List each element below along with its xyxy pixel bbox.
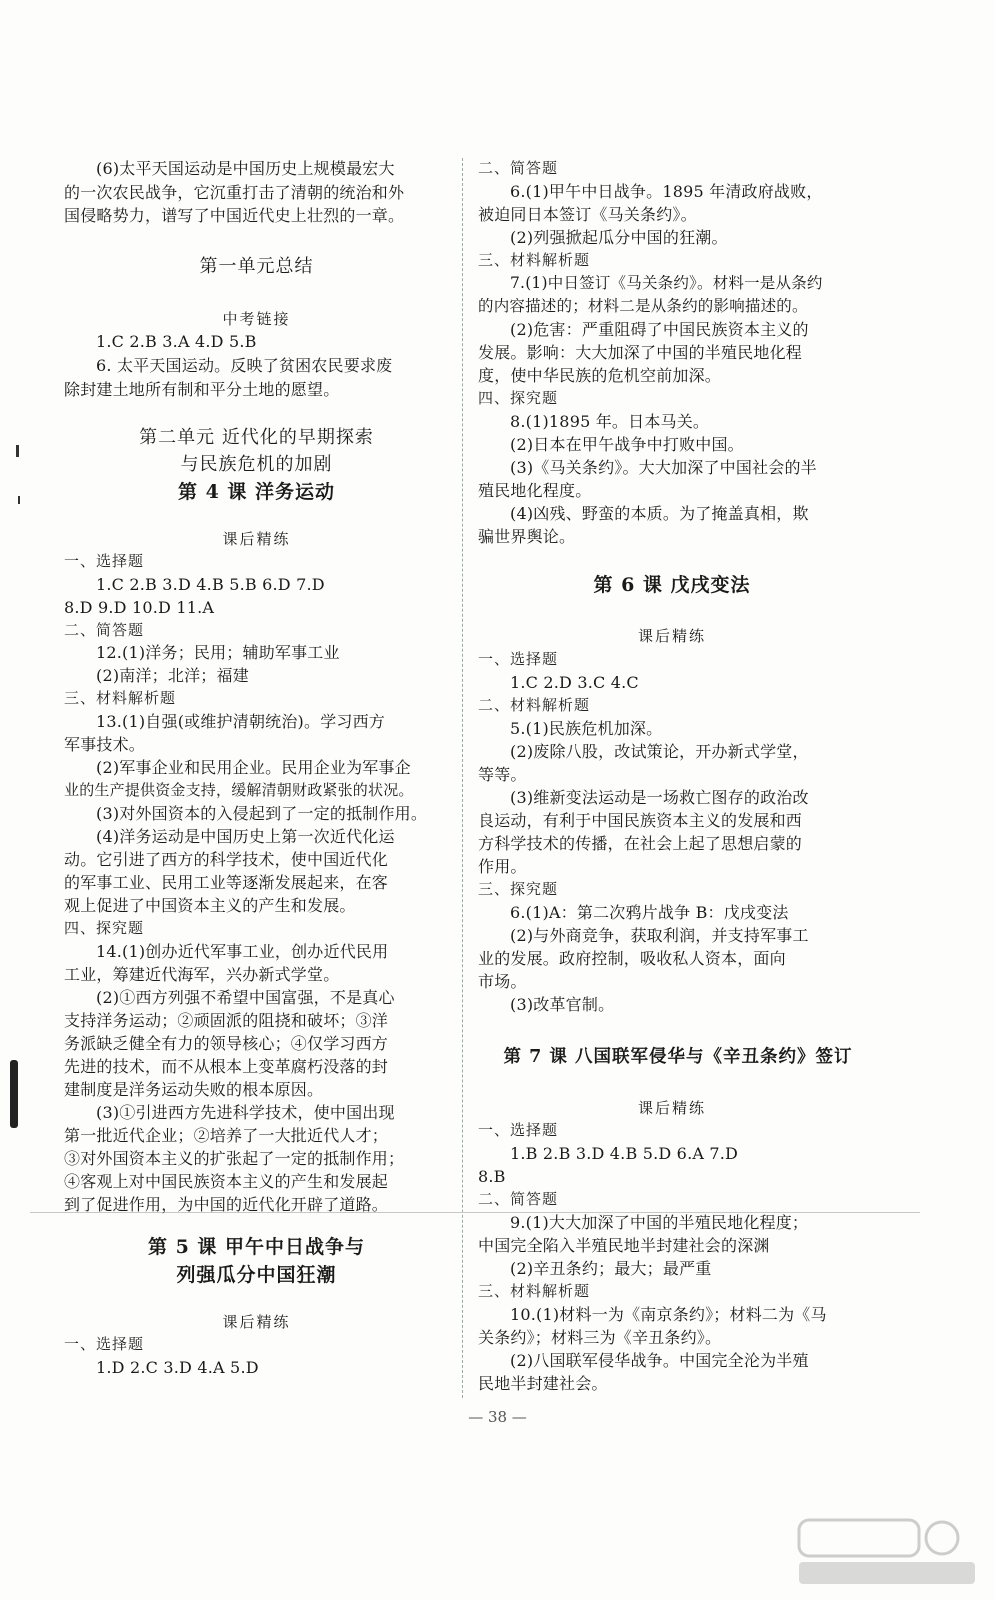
answer-line: 的一次农民战争，它沉重打击了清朝的统治和外: [64, 183, 405, 202]
answer-line: 方科学技术的传播，在社会上起了思想启蒙的: [478, 834, 803, 853]
scan-speck: [16, 445, 19, 457]
answer-line: 关条约》；材料三为《辛丑条约》。: [478, 1328, 722, 1347]
answer-line: (4)凶残、野蛮的本质。为了掩盖真相，欺: [510, 504, 809, 523]
answer-line: 骗世界舆论。: [478, 527, 576, 546]
answer-line: 8.D 9.D 10.D 11.A: [64, 598, 215, 617]
answer-line: 9.(1)大大加深了中国的半殖民地化程度；: [510, 1213, 809, 1232]
section-label: 一、选择题: [64, 552, 145, 570]
scan-speck: [18, 496, 20, 504]
answer-line: 10.(1)材料一为《南京条约》；材料二为《马: [510, 1305, 827, 1324]
section-label: 二、简答题: [478, 159, 559, 177]
section-label: 一、选择题: [478, 650, 559, 668]
answer-line: 良运动，有利于中国民族资本主义的发展和西: [478, 811, 803, 830]
answer-line: 1.C 2.B 3.A 4.D 5.B: [96, 332, 257, 351]
answer-line: 12.(1)洋务；民用；辅助军事工业: [96, 643, 340, 662]
answer-line: 1.C 2.B 3.D 4.B 5.B 6.D 7.D: [96, 575, 325, 594]
practice-heading: 课后精练: [637, 1099, 706, 1117]
section-label: 三、材料解析题: [478, 251, 591, 269]
lesson-heading: 第 6 课 戊戌变法: [593, 574, 751, 596]
answer-line: 支持洋务运动；②顽固派的阻挠和破坏；③洋: [64, 1011, 389, 1030]
answer-line: (2)辛丑条约；最大；最严重: [510, 1259, 712, 1278]
answer-line: 7.(1)中日签订《马关条约》。材料一是从条约: [510, 274, 823, 292]
answer-line: (3)对外国资本的入侵起到了一定的抵制作用。: [96, 804, 428, 823]
answer-line: 13.(1)自强(或维护清朝统治)。学习西方: [96, 712, 385, 731]
section-label: 三、材料解析题: [478, 1282, 591, 1300]
lesson-heading: 第 5 课 甲午中日战争与: [147, 1236, 366, 1258]
answer-line: 8.B: [478, 1167, 506, 1186]
lesson-heading: 列强瓜分中国狂潮: [176, 1264, 337, 1286]
answer-line: 市场。: [478, 972, 527, 991]
answer-line: ③对外国资本主义的扩张起了一定的抵制作用；: [64, 1149, 405, 1168]
page-number: — 38 —: [468, 1408, 527, 1426]
answer-line: 国侵略势力，谱写了中国近代史上壮烈的一章。: [64, 206, 405, 225]
answer-line: 1.C 2.D 3.C 4.C: [510, 673, 639, 692]
answer-line: (3)改革官制。: [510, 995, 615, 1014]
answer-line: (4)洋务运动是中国历史上第一次近代化运: [96, 827, 395, 846]
answer-line: (2)废除八股，改试策论，开办新式学堂，: [510, 742, 809, 761]
answer-line: 业的生产提供资金支持，缓解清朝财政紧张的状况。: [64, 781, 414, 799]
answer-line: (2)日本在甲午战争中打败中国。: [510, 435, 744, 454]
answer-line: 的内容描述的；材料二是从条约的影响描述的。: [478, 297, 808, 315]
section-label: 四、探究题: [64, 919, 145, 937]
section-label: 二、材料解析题: [478, 696, 591, 714]
section-label: 一、选择题: [64, 1335, 145, 1353]
answer-line: 务派缺乏健全有力的领导核心；④仅学习西方: [64, 1034, 389, 1053]
answer-line: (2)与外商竞争，获取利润，并支持军事工: [510, 926, 809, 945]
answer-line: 发展。影响：大大加深了中国的半殖民地化程: [478, 343, 803, 362]
watermark-logo: [797, 1518, 977, 1588]
answer-line: (2)八国联军侵华战争。中国完全沦为半殖: [510, 1351, 809, 1370]
answer-line: 先进的技术，而不从根本上变革腐朽没落的封: [64, 1057, 389, 1076]
answer-line: 6. 太平天国运动。反映了贫困农民要求废: [96, 356, 393, 375]
answer-line: 到了促进作用，为中国的近代化开辟了道路。: [64, 1195, 389, 1214]
answer-line: ④客观上对中国民族资本主义的产生和发展起: [64, 1172, 389, 1191]
lesson-heading: 第 4 课 洋务运动: [177, 481, 336, 503]
answer-line: (3)《马关条约》。大大加深了中国社会的半: [510, 458, 817, 477]
answer-line: (2)军事企业和民用企业。民用企业为军事企: [96, 758, 411, 777]
answer-line: 中国完全陷入半殖民地半封建社会的深渊: [478, 1236, 770, 1255]
unit-heading: 第二单元 近代化的早期探索: [139, 427, 374, 448]
section-label: 四、探究题: [478, 389, 559, 407]
answer-line: 殖民地化程度。: [478, 481, 592, 500]
answer-line: 建制度是洋务运动失败的根本原因。: [64, 1080, 324, 1099]
section-label: 三、探究题: [478, 880, 559, 898]
unit-heading: 与民族危机的加剧: [180, 454, 333, 475]
section-label: 二、简答题: [64, 621, 145, 639]
scan-edge-mark: [10, 1060, 18, 1128]
answer-line: 业的发展。政府控制，吸收私人资本，面向: [478, 949, 786, 968]
answer-line: 6.(1)A：第二次鸦片战争 B：戊戌变法: [510, 903, 789, 922]
answer-line: 第一批近代企业；②培养了一大批近代人才；: [64, 1126, 389, 1145]
answer-line: (2)列强掀起瓜分中国的狂潮。: [510, 228, 728, 247]
practice-heading: 课后精练: [637, 627, 706, 645]
answer-line: (3)①引进西方先进科学技术，使中国出现: [96, 1103, 395, 1122]
answer-line: (2)①西方列强不希望中国富强，不是真心: [96, 988, 395, 1007]
lesson-heading: 第 7 课 八国联军侵华与《辛丑条约》签订: [503, 1047, 853, 1067]
answer-line: 8.(1)1895 年。日本马关。: [510, 412, 710, 431]
answer-line: 6.(1)甲午中日战争。1895 年清政府战败，: [510, 182, 823, 201]
answer-line: 度，使中华民族的危机空前加深。: [478, 366, 722, 385]
answer-line: 观上促进了中国资本主义的产生和发展。: [64, 896, 356, 915]
section-label: 三、材料解析题: [64, 689, 177, 707]
answer-line: 工业，筹建近代海军，兴办新式学堂。: [64, 965, 340, 984]
practice-heading: 课后精练: [222, 530, 291, 548]
answer-line: (6)太平天国运动是中国历史上规模最宏大: [96, 159, 395, 178]
answer-line: 等等。: [478, 765, 527, 784]
unit-summary-heading: 第一单元总结: [199, 256, 314, 277]
answer-line: 14.(1)创办近代军事工业，创办近代民用: [96, 942, 389, 961]
answer-line: 除封建土地所有制和平分土地的愿望。: [64, 380, 340, 399]
answer-line: 1.D 2.C 3.D 4.A 5.D: [96, 1358, 259, 1377]
answer-line: 作用。: [478, 857, 527, 876]
answer-line: (2)危害：严重阻碍了中国民族资本主义的: [510, 320, 809, 339]
answer-line: 被迫同日本签订《马关条约》。: [478, 205, 697, 224]
exam-link-heading: 中考链接: [222, 310, 291, 328]
section-label: 一、选择题: [478, 1121, 559, 1139]
section-label: 二、简答题: [478, 1190, 559, 1208]
answer-line: (3)维新变法运动是一场救亡图存的政治改: [510, 788, 809, 807]
answer-line: 5.(1)民族危机加深。: [510, 719, 663, 738]
answer-line: 民地半封建社会。: [478, 1374, 608, 1393]
answer-line: 1.B 2.B 3.D 4.B 5.D 6.A 7.D: [510, 1144, 739, 1163]
practice-heading: 课后精练: [222, 1313, 291, 1331]
answer-line: 军事技术。: [64, 735, 146, 754]
answer-line: (2)南洋；北洋；福建: [96, 666, 249, 685]
answer-line: 动。它引进了西方的科学技术，使中国近代化: [64, 850, 389, 869]
answer-line: 的军事工业、民用工业等逐渐发展起来，在客: [64, 873, 389, 892]
